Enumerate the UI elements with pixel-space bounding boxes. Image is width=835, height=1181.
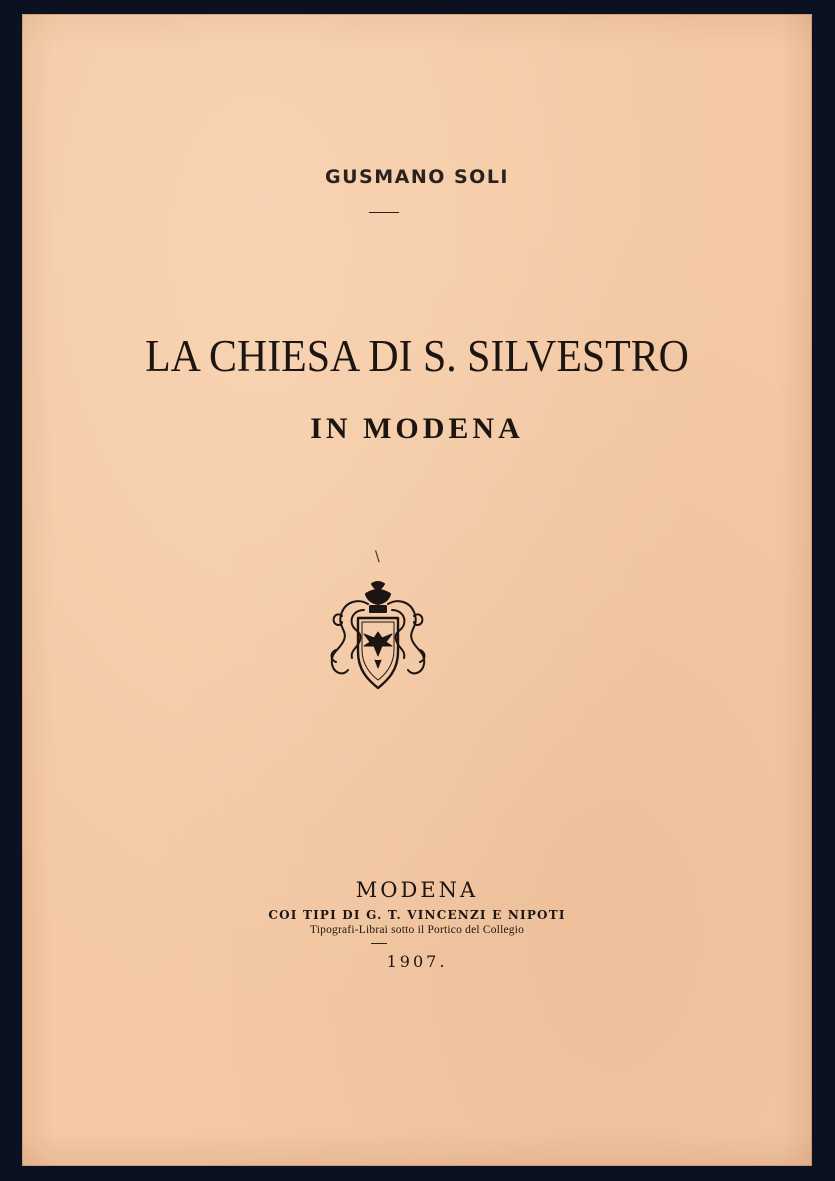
book-cover <box>22 14 812 1166</box>
coat-of-arms-icon <box>328 580 428 692</box>
author-divider <box>369 212 399 213</box>
stray-mark: \ <box>375 549 380 565</box>
cover-subtitle: IN MODENA <box>310 412 524 445</box>
author-name: GUSMANO SOLI <box>325 166 509 188</box>
cover-title: LA CHIESA DI S. SILVESTRO <box>145 331 689 381</box>
imprint-year: 1907. <box>386 952 448 971</box>
imprint-printer: COI TIPI DI G. T. VINCENZI E NIPOTI <box>268 908 566 922</box>
imprint-divider <box>371 943 387 944</box>
imprint-address: Tipografi-Librai sotto il Portico del Collegio <box>309 924 525 936</box>
imprint-city: MODENA <box>355 878 479 902</box>
